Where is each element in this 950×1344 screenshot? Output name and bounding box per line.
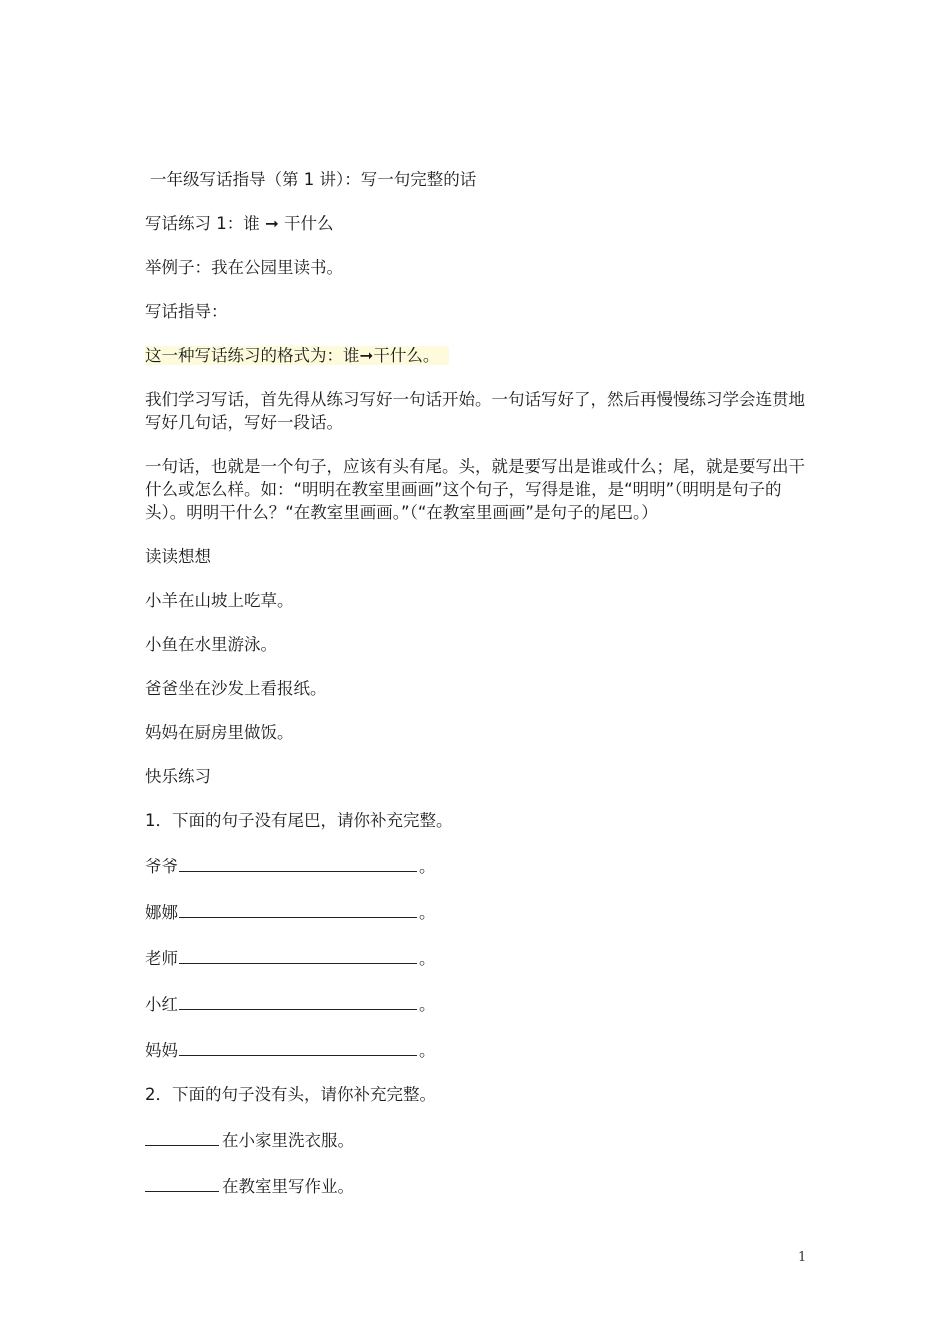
sentence-ending: 在教室里写作业。: [222, 1177, 354, 1196]
fill-blank-line: [145, 1127, 815, 1152]
read-sentence: 妈妈在厨房里做饭。: [145, 723, 294, 742]
fill-blank-line: [145, 899, 815, 924]
sentence-subject: 妈妈: [145, 1041, 178, 1060]
guide-paragraph-1: 我们学习写话，首先得从练习写好一句话开始。一句话写好了，然后再慢慢练习学会连贯地写好几句话，写好一段话。: [145, 390, 805, 432]
fill-blank-line: [145, 945, 815, 970]
sentence-subject: 老师: [145, 949, 178, 968]
fill-blank-line: [145, 1173, 815, 1198]
sentence-period: 。: [419, 1041, 436, 1060]
blank-tail[interactable]: [179, 991, 417, 1010]
question-2-prompt: 2．下面的句子没有头，请你补充完整。: [145, 1085, 436, 1104]
sentence-subject: 娜娜: [145, 903, 178, 922]
sentence-subject: 小红: [145, 995, 178, 1014]
practice-heading: 写话练习 1：谁 ➞ 干什么: [145, 214, 334, 233]
fill-blank-line: [145, 991, 815, 1016]
format-highlight: 这一种写话练习的格式为：谁➞干什么。: [145, 346, 449, 365]
question-1-prompt: 1．下面的句子没有尾巴，请你补充完整。: [145, 811, 453, 830]
sentence-subject: 爷爷: [145, 857, 178, 876]
fill-blank-line: [145, 1037, 815, 1062]
example-sentence: 举例子：我在公园里读书。: [145, 258, 343, 277]
read-sentence: 爸爸坐在沙发上看报纸。: [145, 679, 327, 698]
sentence-period: 。: [419, 857, 436, 876]
guide-heading: 写话指导：: [145, 302, 228, 321]
document-title: 一年级写话指导（第 1 讲）：写一句完整的话: [150, 170, 477, 189]
blank-tail[interactable]: [179, 945, 417, 964]
fill-blank-line: [145, 853, 815, 878]
blank-head[interactable]: [145, 1173, 219, 1192]
document-body: [145, 168, 815, 1219]
sentence-period: 。: [419, 903, 436, 922]
sentence-period: 。: [419, 995, 436, 1014]
read-sentence: 小羊在山坡上吃草。: [145, 591, 294, 610]
page-number: 1: [798, 1250, 807, 1265]
read-sentence: 小鱼在水里游泳。: [145, 635, 277, 654]
read-heading: 读读想想: [145, 547, 211, 566]
sentence-ending: 在小家里洗衣服。: [222, 1131, 354, 1150]
blank-tail[interactable]: [179, 1037, 417, 1056]
sentence-period: 。: [419, 949, 436, 968]
format-line: [145, 344, 815, 367]
happy-heading: 快乐练习: [145, 767, 211, 786]
blank-tail[interactable]: [179, 853, 417, 872]
blank-head[interactable]: [145, 1127, 219, 1146]
blank-tail[interactable]: [179, 899, 417, 918]
guide-paragraph-2: 一句话，也就是一个句子，应该有头有尾。头，就是要写出是谁或什么；尾，就是要写出干什么或怎么样。如：“明明在教室里画画”这个句子，写得是谁，是“明明”（明明是句子的头）。明明干什么？“在教室里画画。”（“在教室里画画”是句子的尾巴。）: [145, 457, 805, 522]
